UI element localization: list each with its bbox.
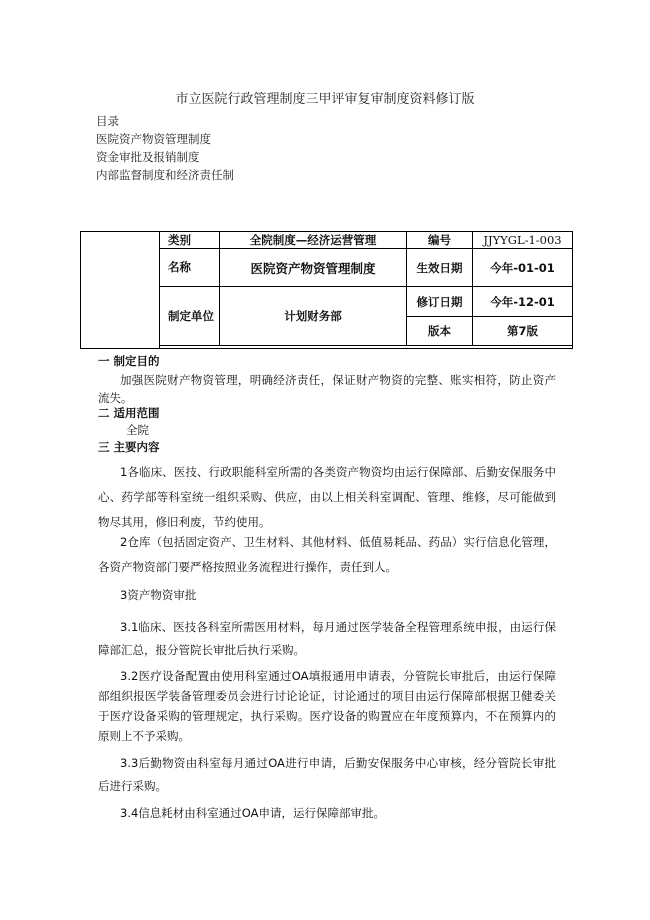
- content-paragraph-3-4: 3.4信息耗材由科室通过OA申请，运行保障部审批。: [120, 806, 386, 820]
- content-paragraph-2: 2仓库（包括固定资产、卫生材料、其他材料、低值易耗品、药品）实行信息化管理，各资产物资部门要严格按照业务流程进行操作，责任到人。: [98, 535, 556, 574]
- version-label: 版本: [407, 317, 473, 346]
- effective-date-value: 今年-01-01: [473, 249, 573, 287]
- toc-item: 资金审批及报销制度: [96, 150, 200, 164]
- document-meta-table: [80, 231, 573, 349]
- content-paragraph-3: 3资产物资审批: [120, 588, 197, 602]
- section-scope-text: 全院: [126, 423, 149, 437]
- toc-item: 内部监督制度和经济责任制: [96, 168, 234, 182]
- content-paragraph-1: 1各临床、医技、行政职能科室所需的各类资产物资均由运行保障部、后勤安保服务中心、药学部等科室统一组织采购、供应，由以上相关科室调配、管理、维修，尽可能做到物尽其用，修旧利废，节约使用。: [98, 465, 556, 529]
- section-scope-heading: 二 适用范围: [98, 406, 160, 420]
- revise-date-label: 修订日期: [407, 287, 473, 317]
- code-label: 编号: [407, 232, 473, 249]
- content-paragraph-3-1: 3.1临床、医技各科室所需医用材料，每月通过医学装备全程管理系统申报，由运行保障部汇总，报分管院长审批后执行采购。: [98, 620, 556, 657]
- toc-item: 医院资产物资管理制度: [96, 132, 211, 146]
- logo-placeholder-cell: [81, 232, 160, 349]
- version-value: 第7版: [473, 317, 573, 346]
- unit-value: 计划财务部: [220, 287, 407, 346]
- name-label: 名称: [160, 249, 220, 287]
- unit-label: 制定单位: [160, 287, 220, 346]
- table-of-contents: [96, 112, 234, 184]
- content-paragraph-3-2: 3.2医疗设备配置由使用科室通过OA填报通用申请表，分管院长审批后，由运行保障部组织报医学装备管理委员会进行讨论论证，讨论通过的项目由运行保障部根据卫健委关于医疗设备采购的管理规定，执行采购。医疗设备的购置应在年度预算内，不在预算内的原则上不予采购。: [98, 669, 556, 743]
- section-content-heading: 三 主要内容: [98, 440, 160, 454]
- category-label: 类别: [160, 232, 220, 249]
- toc-heading: 目录: [96, 114, 119, 128]
- category-value: 全院制度—经济运营管理: [220, 232, 407, 249]
- document-title: 市立医院行政管理制度三甲评审复审制度资料修订版: [175, 92, 475, 107]
- section-purpose-heading: 一 制定目的: [98, 354, 160, 368]
- revise-date-value: 今年-12-01: [473, 287, 573, 317]
- section-purpose-text: 加强医院财产物资管理，明确经济责任，保证财产物资的完整、账实相符，防止资产流失。: [98, 373, 556, 405]
- content-paragraph-3-3: 3.3后勤物资由科室每月通过OA进行申请，后勤安保服务中心审核，经分管院长审批后进行采购。: [98, 756, 556, 793]
- table-bottom-spacer: [160, 346, 573, 349]
- name-value: 医院资产物资管理制度: [220, 249, 407, 287]
- code-value: JJYYGL-1-003: [473, 232, 573, 249]
- effective-date-label: 生效日期: [407, 249, 473, 287]
